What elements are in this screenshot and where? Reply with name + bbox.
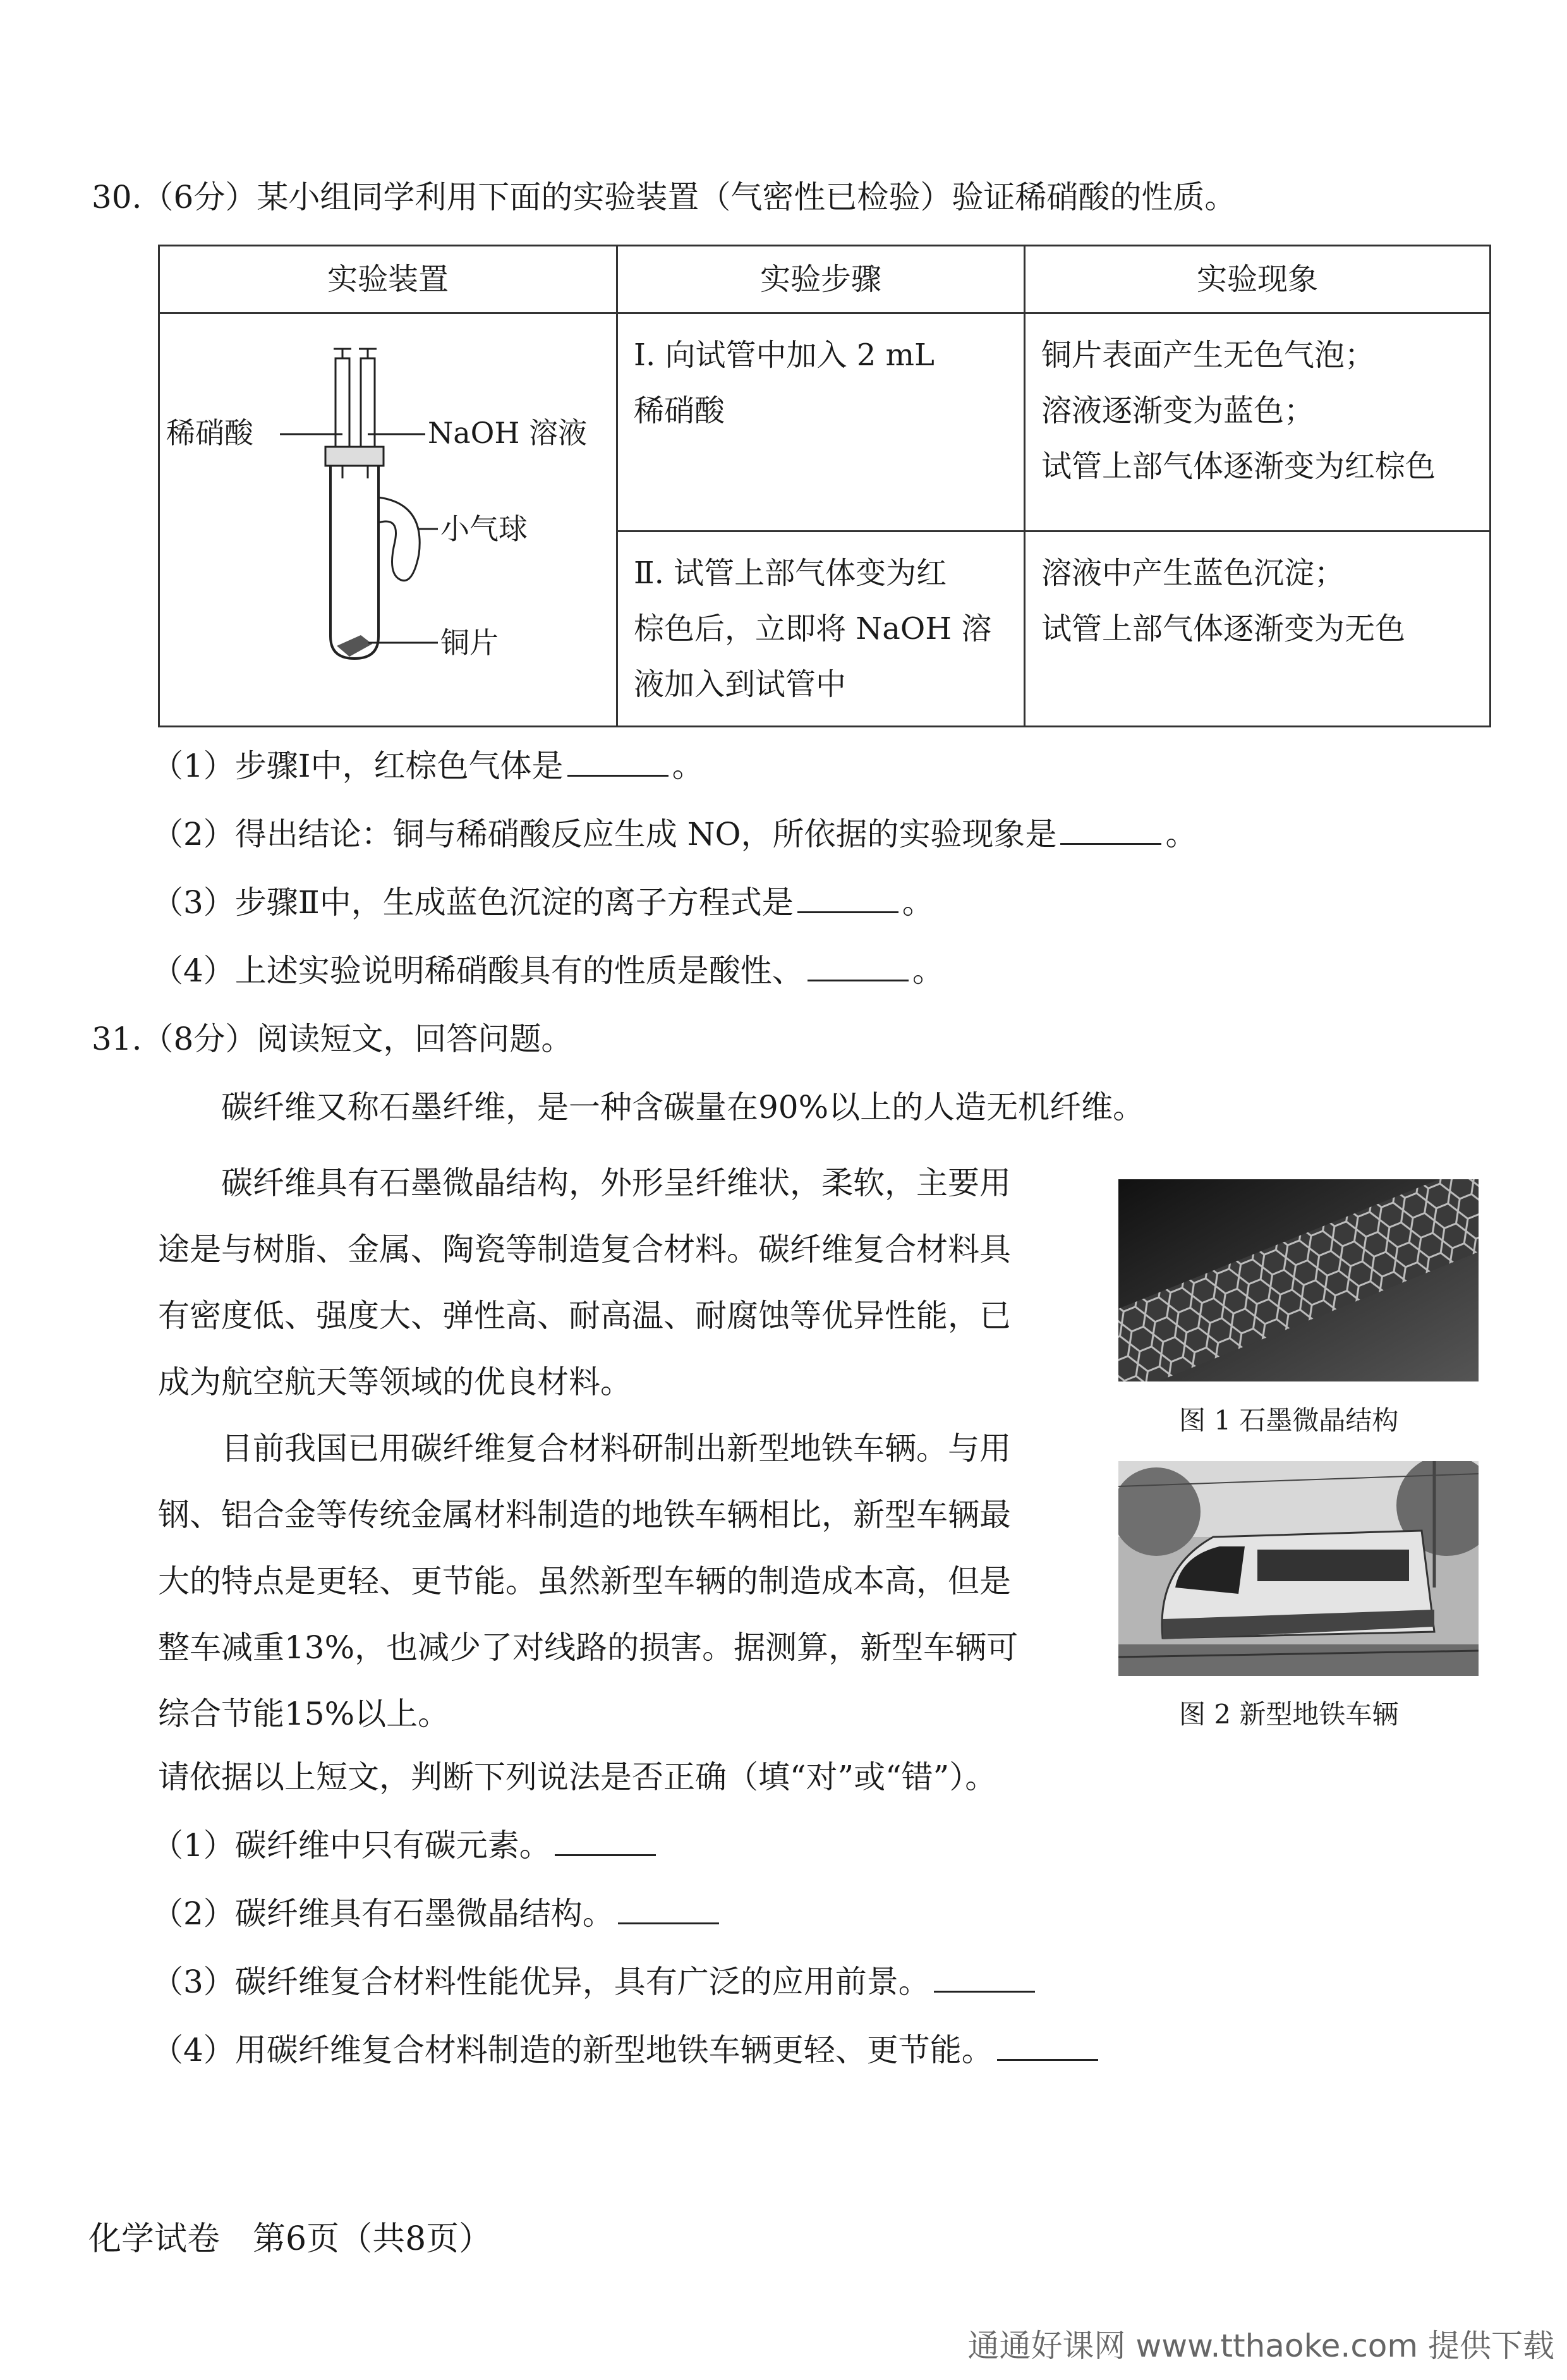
answer-blank[interactable] (797, 886, 898, 913)
answer-blank[interactable] (567, 750, 669, 777)
paragraph-line: 钢、铝合金等传统金属材料制造的地铁车辆相比，新型车辆最 (158, 1497, 1011, 1533)
label-copper: 铜片 (440, 626, 499, 660)
q31-question-2 (152, 1893, 723, 1934)
q30-question-3 (152, 882, 934, 923)
paragraph-line: 碳纤维具有石墨微晶结构，外形呈纤维状，柔软，主要用 (221, 1165, 1011, 1201)
step-2-line: 棕色后，立即将 NaOH 溶 (634, 611, 992, 647)
answer-blank[interactable] (555, 1829, 656, 1856)
label-balloon: 小气球 (440, 512, 528, 546)
observation-2-line: 溶液中产生蓝色沉淀； (1041, 556, 1345, 591)
observation-1-cell (1025, 313, 1491, 531)
question-end: 。 (1165, 816, 1197, 853)
q30-question-1 (152, 746, 704, 786)
question-text: （4）用碳纤维复合材料制造的新型地铁车辆更轻、更节能。 (152, 2032, 993, 2068)
question-end: 。 (912, 952, 944, 989)
step-1-cell (617, 313, 1025, 531)
question-end: 。 (902, 884, 934, 921)
table-header-steps: 实验步骤 (617, 246, 1025, 313)
question-text: （3）步骤Ⅱ中，生成蓝色沉淀的离子方程式是 (152, 884, 794, 921)
paragraph-line: 大的特点是更轻、更节能。虽然新型车辆的制造成本高，但是 (158, 1563, 1011, 1600)
observation-1-line: 铜片表面产生无色气泡； (1041, 337, 1376, 373)
table-header-apparatus: 实验装置 (159, 246, 617, 313)
question-text: （2）碳纤维具有石墨微晶结构。 (152, 1895, 614, 1932)
observation-2-line: 试管上部气体逐渐变为无色 (1041, 611, 1406, 647)
q31-question-4 (152, 2030, 1102, 2070)
figure-2-caption: 图 2 新型地铁车辆 (1179, 1699, 1399, 1730)
answer-blank[interactable] (618, 1897, 719, 1924)
step-1-line: 稀硝酸 (634, 393, 725, 428)
paragraph-line: 整车减重13%，也减少了对线路的损害。据测算，新型车辆可 (158, 1629, 1019, 1666)
page-footer: 化学试卷 第6页（共8页） (88, 2220, 492, 2258)
step-2-line: Ⅱ. 试管上部气体变为红 (634, 556, 947, 591)
step-2-line: 液加入到试管中 (634, 667, 847, 702)
paragraph-line: 途是与树脂、金属、陶瓷等制造复合材料。碳纤维复合材料具 (158, 1231, 1011, 1268)
answer-blank[interactable] (934, 1965, 1035, 1993)
figure-1-caption: 图 1 石墨微晶结构 (1179, 1405, 1399, 1436)
answer-blank[interactable] (997, 2034, 1098, 2061)
answer-blank[interactable] (808, 954, 909, 981)
observation-1-line: 试管上部气体逐渐变为红棕色 (1041, 449, 1436, 484)
subway-train-illustration (1118, 1461, 1479, 1676)
figure-2-image (1118, 1461, 1479, 1676)
q31-instruction: 请依据以上短文，判断下列说法是否正确（填“对”或“错”）。 (158, 1759, 997, 1795)
q31-paragraph-2 (158, 1150, 1093, 1416)
paragraph-line: 成为航空航天等领域的优良材料。 (158, 1364, 632, 1400)
paragraph-line: 目前我国已用碳纤维复合材料研制出新型地铁车辆。与用 (221, 1430, 1011, 1467)
q31-header: 31.（8分）阅读短文，回答问题。 (92, 1021, 573, 1057)
paragraph-line: 综合节能15%以上。 (158, 1696, 450, 1732)
test-tube-apparatus-diagram (160, 314, 612, 693)
graphite-structure-illustration (1118, 1179, 1479, 1381)
observation-2-cell (1025, 531, 1491, 727)
q31-paragraph-3 (158, 1416, 1093, 1747)
step-2-cell (617, 531, 1025, 727)
observation-1-line: 溶液逐渐变为蓝色； (1041, 393, 1315, 428)
q31-question-3 (152, 1962, 1039, 2002)
answer-blank[interactable] (1060, 818, 1161, 845)
watermark-text: 通通好课网 www.tthaoke.com 提供下载 (967, 2328, 1554, 2364)
q30-question-4 (152, 950, 944, 991)
question-text: （3）碳纤维复合材料性能优异，具有广泛的应用前景。 (152, 1964, 930, 2000)
q31-paragraph-1: 碳纤维又称石墨纤维，是一种含碳量在90%以上的人造无机纤维。 (221, 1089, 1145, 1126)
question-text: （1）碳纤维中只有碳元素。 (152, 1827, 551, 1864)
question-end: 。 (672, 748, 704, 784)
q30-question-2 (152, 814, 1197, 854)
figure-1-image (1118, 1179, 1479, 1381)
paragraph-line: 有密度低、强度大、弹性高、耐高温、耐腐蚀等优异性能，已 (158, 1297, 1011, 1334)
question-text: （1）步骤Ⅰ中，红棕色气体是 (152, 748, 564, 784)
q31-question-1 (152, 1825, 660, 1866)
question-text: （2）得出结论：铜与稀硝酸反应生成 NO，所依据的实验现象是 (152, 816, 1057, 853)
experiment-table (158, 245, 1491, 727)
step-1-line: Ⅰ. 向试管中加入 2 mL (634, 337, 935, 373)
table-header-observations: 实验现象 (1025, 246, 1491, 313)
question-text: （4）上述实验说明稀硝酸具有的性质是酸性、 (152, 952, 804, 989)
apparatus-cell (159, 313, 617, 727)
label-dilute-nitric-acid: 稀硝酸 (166, 416, 253, 450)
label-naoh-solution: NaOH 溶液 (428, 416, 588, 450)
q30-header: 30.（6分）某小组同学利用下面的实验装置（气密性已检验）验证稀硝酸的性质。 (92, 179, 1237, 216)
